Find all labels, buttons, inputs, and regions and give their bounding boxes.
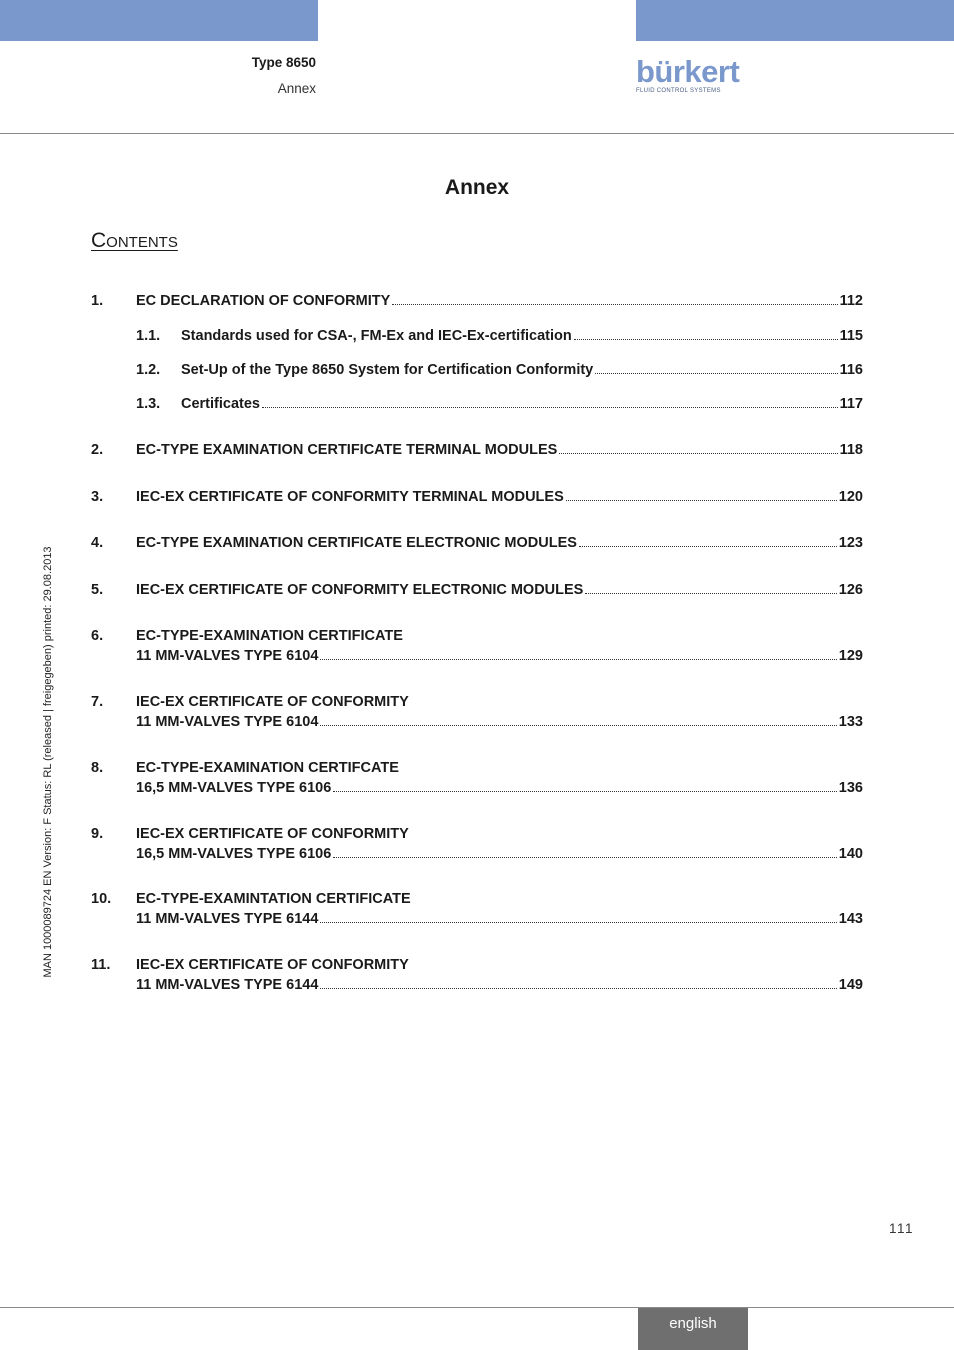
toc-leader [559, 452, 837, 454]
document-section: Annex [277, 81, 316, 96]
toc-leader [574, 338, 838, 340]
toc-number: 7. [91, 694, 104, 710]
toc-label: IEC-EX CERTIFICATE OF CONFORMITY ELECTRONIC MODULES [136, 582, 584, 598]
header-divider [0, 133, 954, 134]
toc-leader [262, 406, 838, 408]
language-tab: english [638, 1308, 748, 1350]
toc-entry[interactable] [91, 628, 863, 668]
toc-page: 120 [838, 489, 863, 505]
toc-number: 3. [91, 489, 104, 505]
toc-number: 10. [91, 891, 112, 907]
toc-page: 115 [839, 328, 863, 344]
toc-label-line1: IEC-EX CERTIFICATE OF CONFORMITY [136, 826, 409, 842]
toc-leader [333, 856, 837, 858]
toc-page: 117 [839, 396, 863, 412]
toc-leader [579, 545, 837, 547]
toc-label: 16,5 MM-VALVES TYPE 6106 [136, 780, 332, 796]
toc-entry[interactable] [91, 826, 863, 866]
toc-entry[interactable] [91, 535, 863, 555]
toc-number: 1.1. [136, 328, 161, 344]
logo-tagline: FLUID CONTROL SYSTEMS [636, 88, 721, 94]
toc-entry[interactable] [91, 891, 863, 931]
toc-page: 126 [838, 582, 863, 598]
toc-label: 11 MM-VALVES TYPE 6104 [136, 648, 319, 664]
toc-label: EC-TYPE EXAMINATION CERTIFICATE ELECTRONIC MODULES [136, 535, 577, 551]
toc-subentry[interactable] [91, 328, 863, 348]
header-band-right [636, 0, 954, 41]
burkert-logo [636, 54, 740, 94]
toc-number: 2. [91, 442, 104, 458]
toc-label: Certificates [181, 396, 260, 412]
toc-entry[interactable] [91, 582, 863, 602]
toc-leader [320, 921, 836, 923]
toc-label: 11 MM-VALVES TYPE 6144 [136, 911, 319, 927]
toc-page: 118 [839, 442, 863, 458]
toc-leader [595, 372, 837, 374]
toc-number: 8. [91, 760, 104, 776]
toc-page: 136 [838, 780, 863, 796]
toc-page: 149 [838, 977, 863, 993]
document-type: Type 8650 [251, 55, 316, 70]
toc-number: 4. [91, 535, 104, 551]
toc-number: 1.3. [136, 396, 161, 412]
toc-number: 9. [91, 826, 104, 842]
toc-page: 133 [838, 714, 863, 730]
toc-label: Standards used for CSA-, FM-Ex and IEC-Ex-certification [181, 328, 572, 344]
toc-leader [320, 724, 836, 726]
toc-page: 129 [838, 648, 863, 664]
toc-entry[interactable] [91, 694, 863, 734]
page-title: Annex [444, 176, 510, 199]
toc-leader [566, 499, 837, 501]
toc-leader [320, 987, 836, 989]
logo-wordmark: bürkert [636, 54, 740, 89]
toc-entry[interactable] [91, 442, 863, 462]
toc-label: EC-TYPE EXAMINATION CERTIFICATE TERMINAL MODULES [136, 442, 558, 458]
toc-number: 1.2. [136, 362, 161, 378]
toc-leader [320, 658, 836, 660]
toc-label-line1: EC-TYPE-EXAMINATION CERTIFCATE [136, 760, 399, 776]
toc-label-line1: IEC-EX CERTIFICATE OF CONFORMITY [136, 957, 409, 973]
toc-page: 123 [838, 535, 863, 551]
footer-divider [0, 1307, 954, 1308]
toc-subentry[interactable] [91, 362, 863, 382]
toc-entry[interactable] [91, 293, 863, 313]
toc-number: 6. [91, 628, 104, 644]
page-number: 111 [888, 1221, 914, 1236]
toc-label: Set-Up of the Type 8650 System for Certification Conformity [181, 362, 594, 378]
toc-number: 1. [91, 293, 104, 309]
toc-label: EC DECLARATION OF CONFORMITY [136, 293, 391, 309]
toc-page: 112 [839, 293, 863, 309]
contents-heading: Contents [91, 229, 178, 252]
toc-leader [333, 790, 837, 792]
toc-label: 11 MM-VALVES TYPE 6104 [136, 714, 319, 730]
toc-page: 116 [839, 362, 863, 378]
toc-entry[interactable] [91, 489, 863, 509]
toc-leader [585, 592, 836, 594]
toc-page: 143 [838, 911, 863, 927]
toc-label: IEC-EX CERTIFICATE OF CONFORMITY TERMINAL MODULES [136, 489, 564, 505]
toc-label: 11 MM-VALVES TYPE 6144 [136, 977, 319, 993]
toc-number: 5. [91, 582, 104, 598]
toc-label-line1: EC-TYPE-EXAMINTATION CERTIFICATE [136, 891, 411, 907]
document-metadata-sidebar: MAN 1000089724 EN Version: F Status: RL (released | freigegeben) printed: 29.08.2013 [42, 546, 54, 978]
toc-entry[interactable] [91, 760, 863, 800]
toc-page: 140 [838, 846, 863, 862]
toc-label-line1: EC-TYPE-EXAMINATION CERTIFICATE [136, 628, 403, 644]
toc-label-line1: IEC-EX CERTIFICATE OF CONFORMITY [136, 694, 409, 710]
header-band-left [0, 0, 318, 41]
toc-subentry[interactable] [91, 396, 863, 416]
toc-number: 11. [91, 957, 111, 973]
toc-label: 16,5 MM-VALVES TYPE 6106 [136, 846, 332, 862]
toc-entry[interactable] [91, 957, 863, 997]
toc-leader [392, 303, 837, 305]
